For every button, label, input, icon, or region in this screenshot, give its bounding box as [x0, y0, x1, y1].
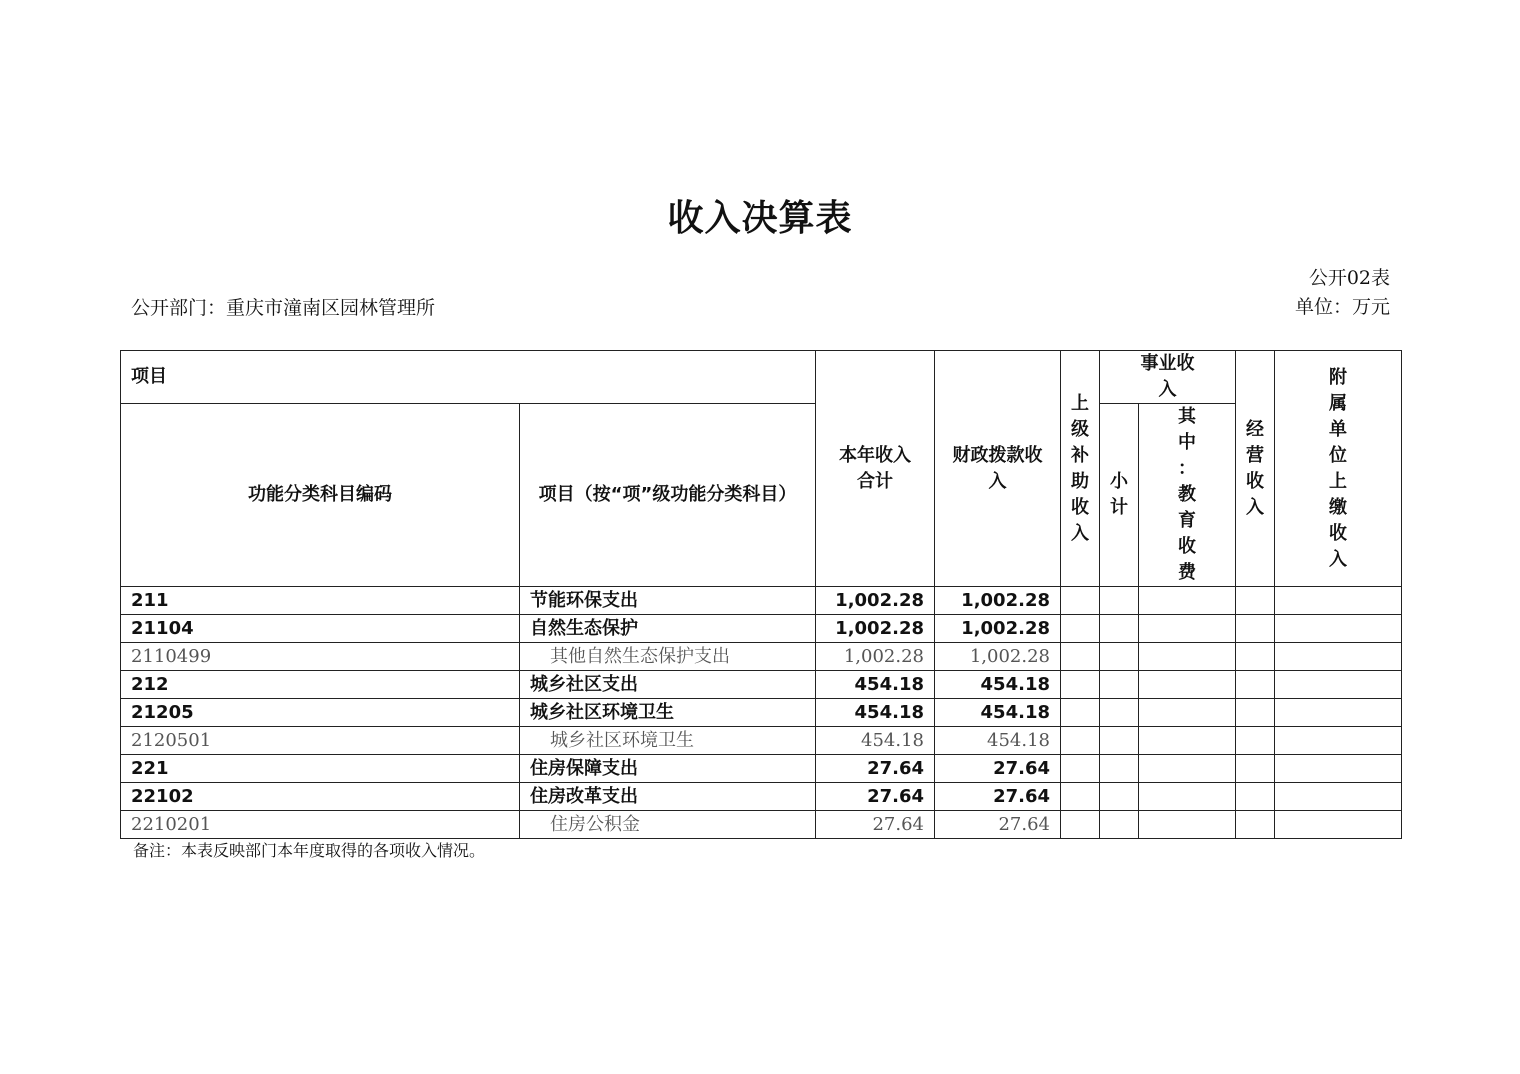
- table-row: [121, 699, 1402, 727]
- row-affiliated: [1275, 727, 1402, 755]
- header-affiliated: 附 属 单 位 上 缴 收 入: [1275, 351, 1402, 587]
- row-edu-fee: [1139, 643, 1236, 671]
- row-affiliated: [1275, 811, 1402, 839]
- row-affiliated: [1275, 587, 1402, 615]
- header-business: 事业收入: [1100, 351, 1236, 404]
- row-operating: [1236, 811, 1275, 839]
- row-code: 21205: [121, 699, 520, 727]
- row-code: 2210201: [121, 811, 520, 839]
- row-business-subtotal: [1100, 727, 1139, 755]
- row-operating: [1236, 643, 1275, 671]
- row-upper-subsidy: [1061, 699, 1100, 727]
- row-business-subtotal: [1100, 811, 1139, 839]
- table-row: [121, 755, 1402, 783]
- department-label: 公开部门：重庆市潼南区园林管理所: [131, 297, 436, 319]
- row-business-subtotal: [1100, 699, 1139, 727]
- row-operating: [1236, 699, 1275, 727]
- row-business-subtotal: [1100, 615, 1139, 643]
- row-fiscal: 27.64: [935, 783, 1061, 811]
- row-upper-subsidy: [1061, 615, 1100, 643]
- row-business-subtotal: [1100, 783, 1139, 811]
- row-fiscal: 1,002.28: [935, 587, 1061, 615]
- row-business-subtotal: [1100, 671, 1139, 699]
- row-affiliated: [1275, 671, 1402, 699]
- header-operating: 经 营 收 入: [1236, 351, 1275, 587]
- row-edu-fee: [1139, 727, 1236, 755]
- row-fiscal: 1,002.28: [935, 615, 1061, 643]
- header-project: 项目: [121, 351, 816, 404]
- row-name: 其他自然生态保护支出: [520, 643, 816, 671]
- row-name: 住房公积金: [520, 811, 816, 839]
- row-edu-fee: [1139, 587, 1236, 615]
- row-upper-subsidy: [1061, 587, 1100, 615]
- row-affiliated: [1275, 783, 1402, 811]
- row-operating: [1236, 615, 1275, 643]
- row-fiscal: 454.18: [935, 727, 1061, 755]
- table-row: [121, 671, 1402, 699]
- row-operating: [1236, 755, 1275, 783]
- row-total: 1,002.28: [816, 587, 935, 615]
- row-fiscal: 454.18: [935, 671, 1061, 699]
- row-operating: [1236, 587, 1275, 615]
- row-name: 住房改革支出: [520, 783, 816, 811]
- header-upper-subsidy: 上 级 补 助 收 入: [1061, 351, 1100, 587]
- row-fiscal: 1,002.28: [935, 643, 1061, 671]
- table-row: [121, 727, 1402, 755]
- row-affiliated: [1275, 699, 1402, 727]
- row-code: 2120501: [121, 727, 520, 755]
- row-total: 454.18: [816, 699, 935, 727]
- row-upper-subsidy: [1061, 783, 1100, 811]
- row-edu-fee: [1139, 699, 1236, 727]
- row-total: 1,002.28: [816, 615, 935, 643]
- row-name: 城乡社区环境卫生: [520, 727, 816, 755]
- header-subtotal: 小 计: [1100, 404, 1139, 587]
- row-total: 1,002.28: [816, 643, 935, 671]
- row-fiscal: 27.64: [935, 811, 1061, 839]
- row-business-subtotal: [1100, 755, 1139, 783]
- row-affiliated: [1275, 643, 1402, 671]
- table-row: [121, 643, 1402, 671]
- footnote: 备注：本表反映部门本年度取得的各项收入情况。: [133, 841, 486, 860]
- header-total: 本年收入合计: [816, 351, 935, 587]
- row-name: 自然生态保护: [520, 615, 816, 643]
- unit-label: 单位：万元: [1294, 296, 1390, 318]
- row-total: 27.64: [816, 811, 935, 839]
- page-title: 收入决算表: [667, 198, 853, 239]
- row-code: 22102: [121, 783, 520, 811]
- header-fiscal: 财政拨款收入: [935, 351, 1061, 587]
- row-edu-fee: [1139, 671, 1236, 699]
- row-name: 节能环保支出: [520, 587, 816, 615]
- row-business-subtotal: [1100, 643, 1139, 671]
- row-edu-fee: [1139, 783, 1236, 811]
- table-row: [121, 783, 1402, 811]
- row-edu-fee: [1139, 755, 1236, 783]
- row-business-subtotal: [1100, 587, 1139, 615]
- row-upper-subsidy: [1061, 811, 1100, 839]
- row-fiscal: 27.64: [935, 755, 1061, 783]
- row-code: 212: [121, 671, 520, 699]
- row-name: 城乡社区支出: [520, 671, 816, 699]
- row-total: 27.64: [816, 755, 935, 783]
- form-info: [1250, 264, 1390, 322]
- table-row: [121, 587, 1402, 615]
- form-number: 公开02表: [1308, 267, 1390, 289]
- header-func-code: 功能分类科目编码: [121, 404, 520, 587]
- row-upper-subsidy: [1061, 727, 1100, 755]
- row-upper-subsidy: [1061, 755, 1100, 783]
- row-code: 221: [121, 755, 520, 783]
- row-edu-fee: [1139, 811, 1236, 839]
- row-code: 21104: [121, 615, 520, 643]
- table-row: [121, 811, 1402, 839]
- row-total: 454.18: [816, 727, 935, 755]
- row-operating: [1236, 783, 1275, 811]
- row-operating: [1236, 671, 1275, 699]
- row-upper-subsidy: [1061, 643, 1100, 671]
- header-edu-fee: 其 中 ： 教 育 收 费: [1139, 404, 1236, 587]
- row-fiscal: 454.18: [935, 699, 1061, 727]
- row-operating: [1236, 727, 1275, 755]
- row-upper-subsidy: [1061, 671, 1100, 699]
- income-table: [120, 350, 1402, 839]
- row-name: 城乡社区环境卫生: [520, 699, 816, 727]
- row-name: 住房保障支出: [520, 755, 816, 783]
- row-affiliated: [1275, 755, 1402, 783]
- row-total: 454.18: [816, 671, 935, 699]
- row-total: 27.64: [816, 783, 935, 811]
- row-affiliated: [1275, 615, 1402, 643]
- row-code: 211: [121, 587, 520, 615]
- header-item-name: 项目（按“项”级功能分类科目）: [520, 404, 816, 587]
- row-code: 2110499: [121, 643, 520, 671]
- row-edu-fee: [1139, 615, 1236, 643]
- table-row: [121, 615, 1402, 643]
